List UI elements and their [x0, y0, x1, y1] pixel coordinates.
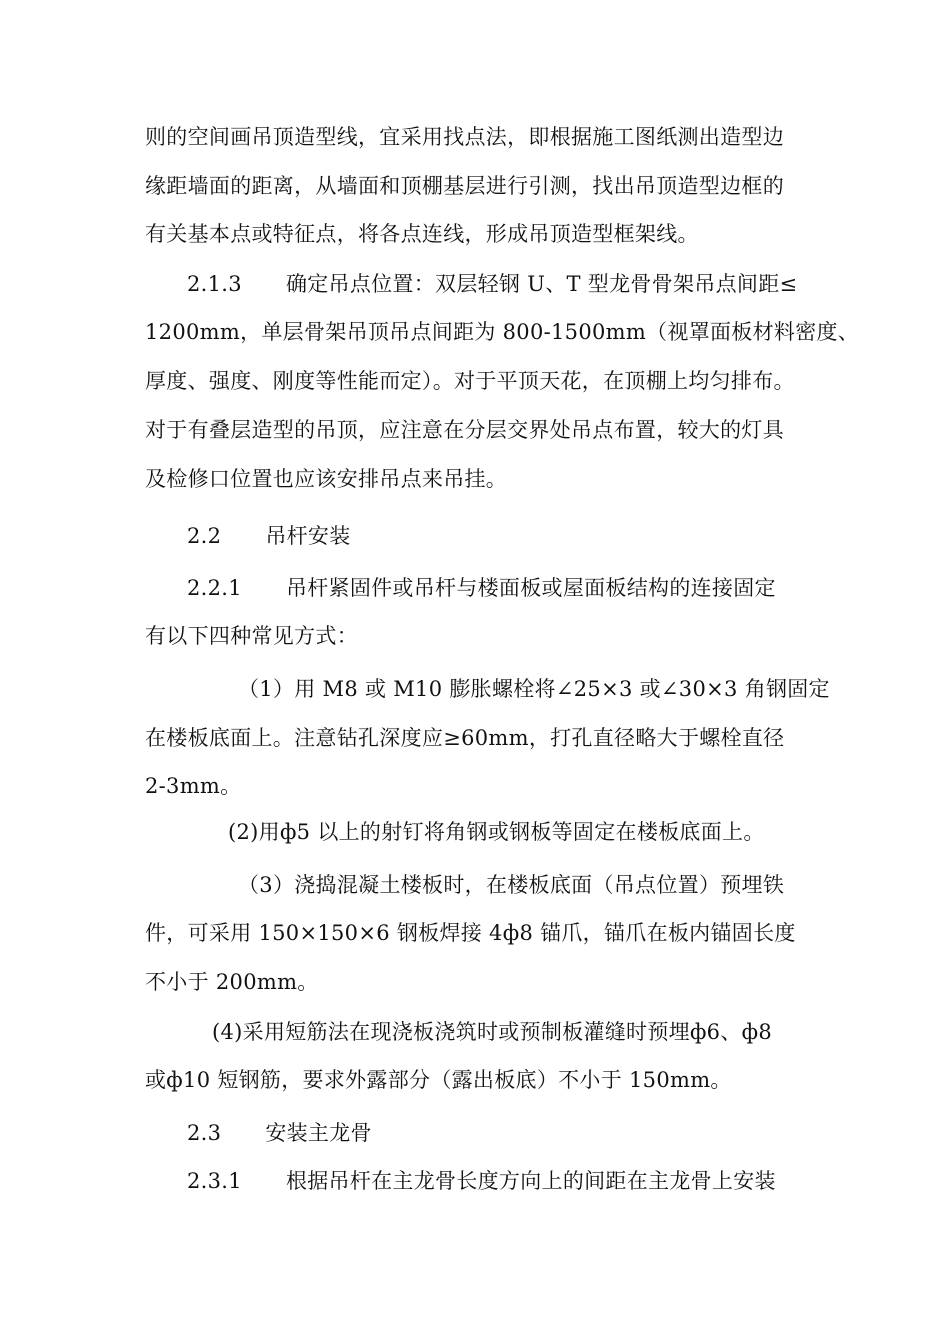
list-item-4: (4)采用短筋法在现浇板浇筑时或预制板灌缝时预埋ф6、ф8 [212, 1020, 773, 1044]
paragraph-line: 或ф10 短钢筋，要求外露部分（露出板底）不小于 150mm。 [145, 1068, 732, 1092]
paragraph-line: 厚度、强度、刚度等性能而定）。对于平顶天花，在顶棚上均匀排布。 [145, 369, 795, 393]
section-number: 2.1.3 [187, 272, 242, 296]
section-heading-2-3 [187, 1118, 372, 1148]
paragraph-line: 件，可采用 150×150×6 钢板焊接 4ф8 锚爪，锚爪在板内锚固长度 [145, 921, 796, 945]
list-item-2: (2)用ф5 以上的射钉将角钢或钢板等固定在楼板底面上。 [228, 820, 765, 844]
section-number: 2.3 [187, 1121, 222, 1145]
list-item-3: （3）浇捣混凝土楼板时，在楼板底面（吊点位置）预埋铁 [238, 873, 785, 897]
section-text: 确定吊点位置：双层轻钢 U、T 型龙骨骨架吊点间距≤ [285, 272, 798, 296]
paragraph-line: 2-3mm。 [145, 774, 242, 798]
paragraph-line: 及检修口位置也应该安排吊点来吊挂。 [145, 467, 508, 491]
section-text: 根据吊杆在主龙骨长度方向上的间距在主龙骨上安装 [285, 1169, 776, 1193]
paragraph-line: 有关基本点或特征点，将各点连线，形成吊顶造型框架线。 [145, 222, 699, 246]
section-number: 2.2 [187, 524, 222, 548]
paragraph-line: 在楼板底面上。注意钻孔深度应≥60mm，打孔直径略大于螺栓直径 [145, 726, 785, 750]
paragraph-line: 不小于 200mm。 [145, 970, 319, 994]
paragraph-line: 则的空间画吊顶造型线，宜采用找点法，即根据施工图纸测出造型边 [145, 125, 784, 149]
list-item-1: （1）用 M8 或 M10 膨胀螺栓将∠25×3 或∠30×3 角钢固定 [238, 677, 830, 701]
section-number: 2.3.1 [187, 1169, 242, 1193]
section-heading-2-3-1 [187, 1166, 776, 1196]
paragraph-line: 对于有叠层造型的吊顶，应注意在分层交界处吊点布置，较大的灯具 [145, 418, 784, 442]
section-heading-2-1-3 [187, 269, 797, 299]
paragraph-line: 1200mm，单层骨架吊顶吊点间距为 800-1500mm（视罩面板材料密度、 [145, 320, 860, 344]
paragraph-line: 缘距墙面的距离，从墙面和顶棚基层进行引测，找出吊顶造型边框的 [145, 174, 784, 198]
section-number: 2.2.1 [187, 576, 242, 600]
section-text: 吊杆紧固件或吊杆与楼面板或屋面板结构的连接固定 [285, 576, 776, 600]
section-text: 吊杆安装 [265, 524, 351, 548]
paragraph-line: 有以下四种常见方式： [145, 624, 358, 648]
section-heading-2-2 [187, 521, 351, 551]
section-heading-2-2-1 [187, 573, 776, 603]
section-text: 安装主龙骨 [265, 1121, 372, 1145]
